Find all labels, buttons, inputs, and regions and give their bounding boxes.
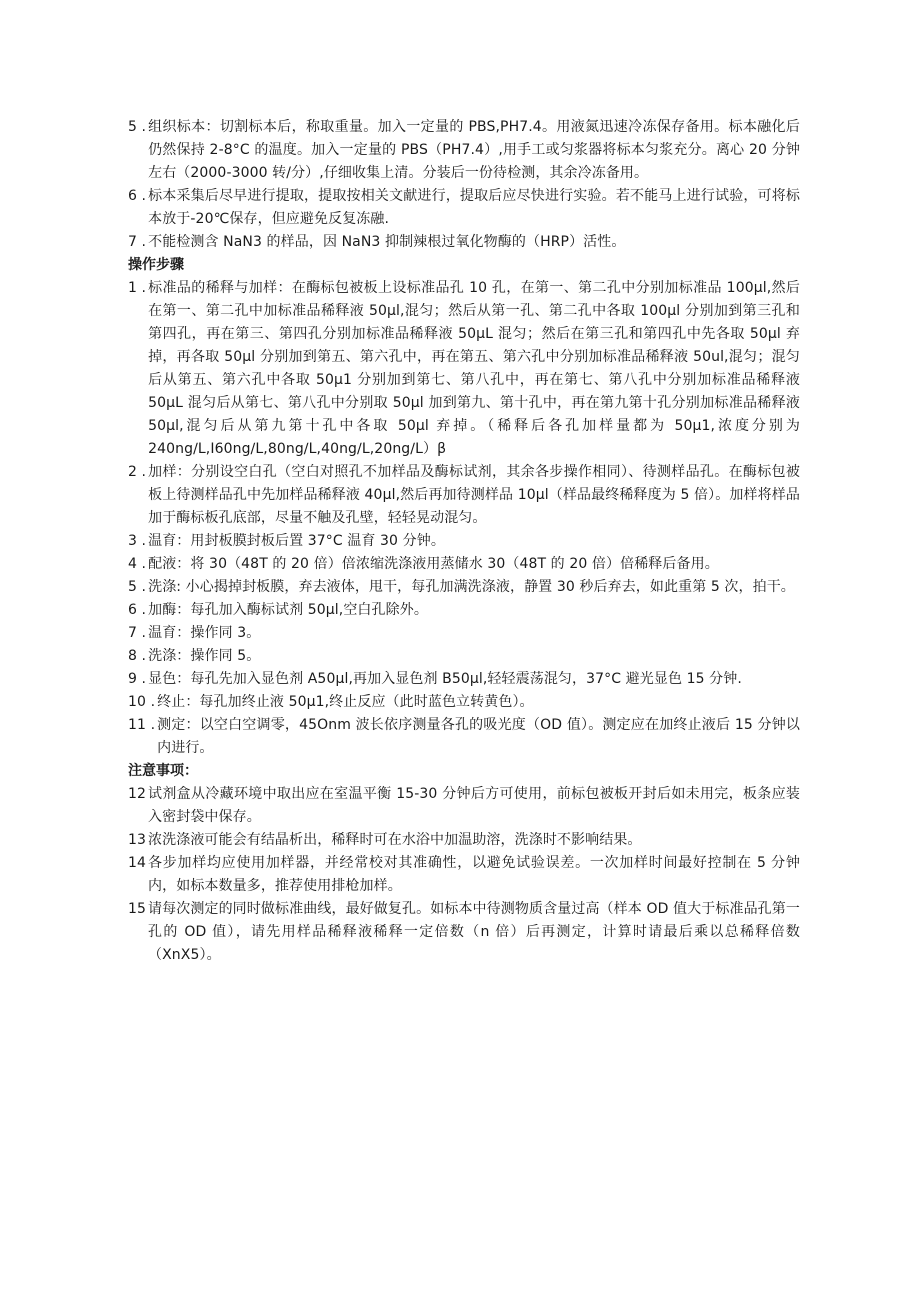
list-item: [128, 185, 800, 231]
list-item: [128, 277, 800, 461]
list-item: [128, 622, 800, 645]
item-number: 3 .: [128, 533, 147, 549]
item-text: 标本采集后尽早进行提取，提取按相关文献进行，提取后应尽快进行实验。若不能马上进行试验，可将标本放于-20℃保存，但应避免反复冻融.: [148, 188, 800, 227]
item-text: 配液：将 30（48T 的 20 倍）倍浓缩洗涤液用蒸储水 30（48T 的 20 倍）倍稀释后备用。: [148, 556, 719, 572]
sample-notes-list: [128, 116, 800, 967]
list-item: [128, 852, 800, 898]
item-text: 加样：分别设空白孔（空白对照孔不加样品及酶标试剂，其余各步操作相同）、待测样品孔。在酶标包被板上待测样品孔中先加样品稀释液 40μl,然后再加待测样品 10μl（样品最终稀释度为 5 倍）。加样将样品加于酶标板孔底部，尽量不触及孔壁，轻轻晃动混匀。: [148, 464, 800, 526]
item-number: 5 .: [128, 579, 147, 595]
item-text: 试剂盒从冷藏环境中取出应在室温平衡 15-30 分钟后方可使用，前标包被板开封后如未用完，板条应装入密封袋中保存。: [148, 786, 800, 825]
item-text: 洗涤：操作同 5。: [148, 648, 261, 664]
item-number: 14: [128, 855, 147, 871]
item-text: 各步加样均应使用加样器，并经常校对其准确性，以避免试验误差。一次加样时间最好控制在 5 分钟内，如标本数量多，推荐使用排枪加样。: [148, 855, 800, 894]
list-item: [128, 116, 800, 185]
item-text: 标准品的稀释与加样：在酶标包被板上设标准品孔 10 孔，在第一、第二孔中分别加标准品 100μl,然后在第一、第二孔中加标准品稀释液 50μl,混匀；然后从第一孔、第二孔中各取 100μl 分别加到第三孔和第四孔，再在第三、第四孔分别加标准品稀释液 50μL 混匀；然后在第三孔和第四孔中先各取 50μl 弃掉，再各取 50μl 分别加到第五、第六孔中，再在第五、第六孔中分别加标准品稀释液 50ul,混匀；混匀后从第五、第六孔中各取 50μ1 分别加到第七、第八孔中，再在第七、第八孔中分别加标准品稀释液 50μL 混匀后从第七、第八孔中分别取 50μl 加到第九、第十孔中，再在第九第十孔分别加标准品稀释液 50μl,混匀后从第九第十孔中各取 50μl 弃掉。（稀释后各孔加样量都为 50μ1,浓度分别为 240ng∕L,I60ng∕L,80ng∕L,40ng∕L,20ng∕L）β: [148, 280, 800, 457]
item-text: 加酶：每孔加入酶标试剂 50μl,空白孔除外。: [148, 602, 428, 618]
item-number: 15: [128, 901, 147, 917]
item-number: 1 .: [128, 280, 147, 296]
section-heading-notes: 注意事项：: [128, 763, 198, 779]
item-text: 温育：操作同 3。: [148, 625, 261, 641]
section-heading-steps: 操作步骤: [128, 257, 184, 273]
item-number: 2 .: [128, 464, 147, 480]
item-text: 终止：每孔加终止液 50μ1,终止反应（此时蓝色立转黄色）。: [157, 694, 534, 710]
item-text: 温育：用封板膜封板后置 37°C 温育 30 分钟。: [148, 533, 445, 549]
item-text: 测定：以空白空调零，45Onm 波长依序测量各孔的吸光度（OD 值）。测定应在加终止液后 15 分钟以内进行。: [157, 717, 800, 756]
item-number: 4 .: [128, 556, 147, 572]
list-item: [128, 599, 800, 622]
list-item: [128, 231, 800, 254]
item-number: 8 .: [128, 648, 147, 664]
list-item: [128, 645, 800, 668]
item-number: 10 .: [128, 694, 156, 710]
item-text: 浓洗涤液可能会有结晶析出，稀释时可在水浴中加温助溶，洗涤时不影响结果。: [148, 832, 642, 848]
item-number: 9 .: [128, 671, 147, 687]
item-number: 6 .: [128, 188, 147, 204]
list-item: [128, 829, 800, 852]
item-text: 洗涤: 小心揭掉封板膜，弃去液体，甩干，每孔加满洗涤液，静置 30 秒后弃去，如此重第 5 次，拍干。: [148, 579, 795, 595]
item-number: 7 .: [128, 234, 147, 250]
list-item: [128, 668, 800, 691]
list-item: [128, 576, 800, 599]
list-item: [128, 461, 800, 530]
list-item: [128, 553, 800, 576]
item-text: 组织标本：切割标本后，称取重量。加入一定量的 PBS,PH7.4。用液氮迅速冷冻保存备用。标本融化后仍然保持 2-8°C 的温度。加入一定量的 PBS（PH7.4）,用手工或匀浆器将标本匀浆充分。离心 20 分钟左右（2000-3000 转/分）,仔细收集上清。分装后一份待检测，其余冷冻备用。: [148, 119, 800, 181]
item-number: 13: [128, 832, 147, 848]
item-number: 11 .: [128, 717, 156, 733]
list-item: [128, 783, 800, 829]
item-text: 显色：每孔先加入显色剂 A50μl,再加入显色剂 B50μl,轻轻震荡混匀，37°C 避光显色 15 分钟.: [148, 671, 742, 687]
item-text: 不能检测含 NaN3 的样品，因 NaN3 抑制辣根过氧化物酶的（HRP）活性。: [148, 234, 626, 250]
list-item: [128, 691, 800, 714]
item-text: 请每次测定的同时做标准曲线，最好做复孔。如标本中待测物质含量过高（样本 OD 值大于标准品孔第一孔的 OD 值），请先用样品稀释液稀释一定倍数（n 倍）后再测定，计算时请最后乘以总稀释倍数（XnX5）。: [148, 901, 800, 963]
item-number: 7 .: [128, 625, 147, 641]
list-item: [128, 714, 800, 760]
item-number: 5 .: [128, 119, 147, 135]
list-item: [128, 530, 800, 553]
item-number: 12: [128, 786, 147, 802]
list-item: [128, 898, 800, 967]
item-number: 6 .: [128, 602, 147, 618]
